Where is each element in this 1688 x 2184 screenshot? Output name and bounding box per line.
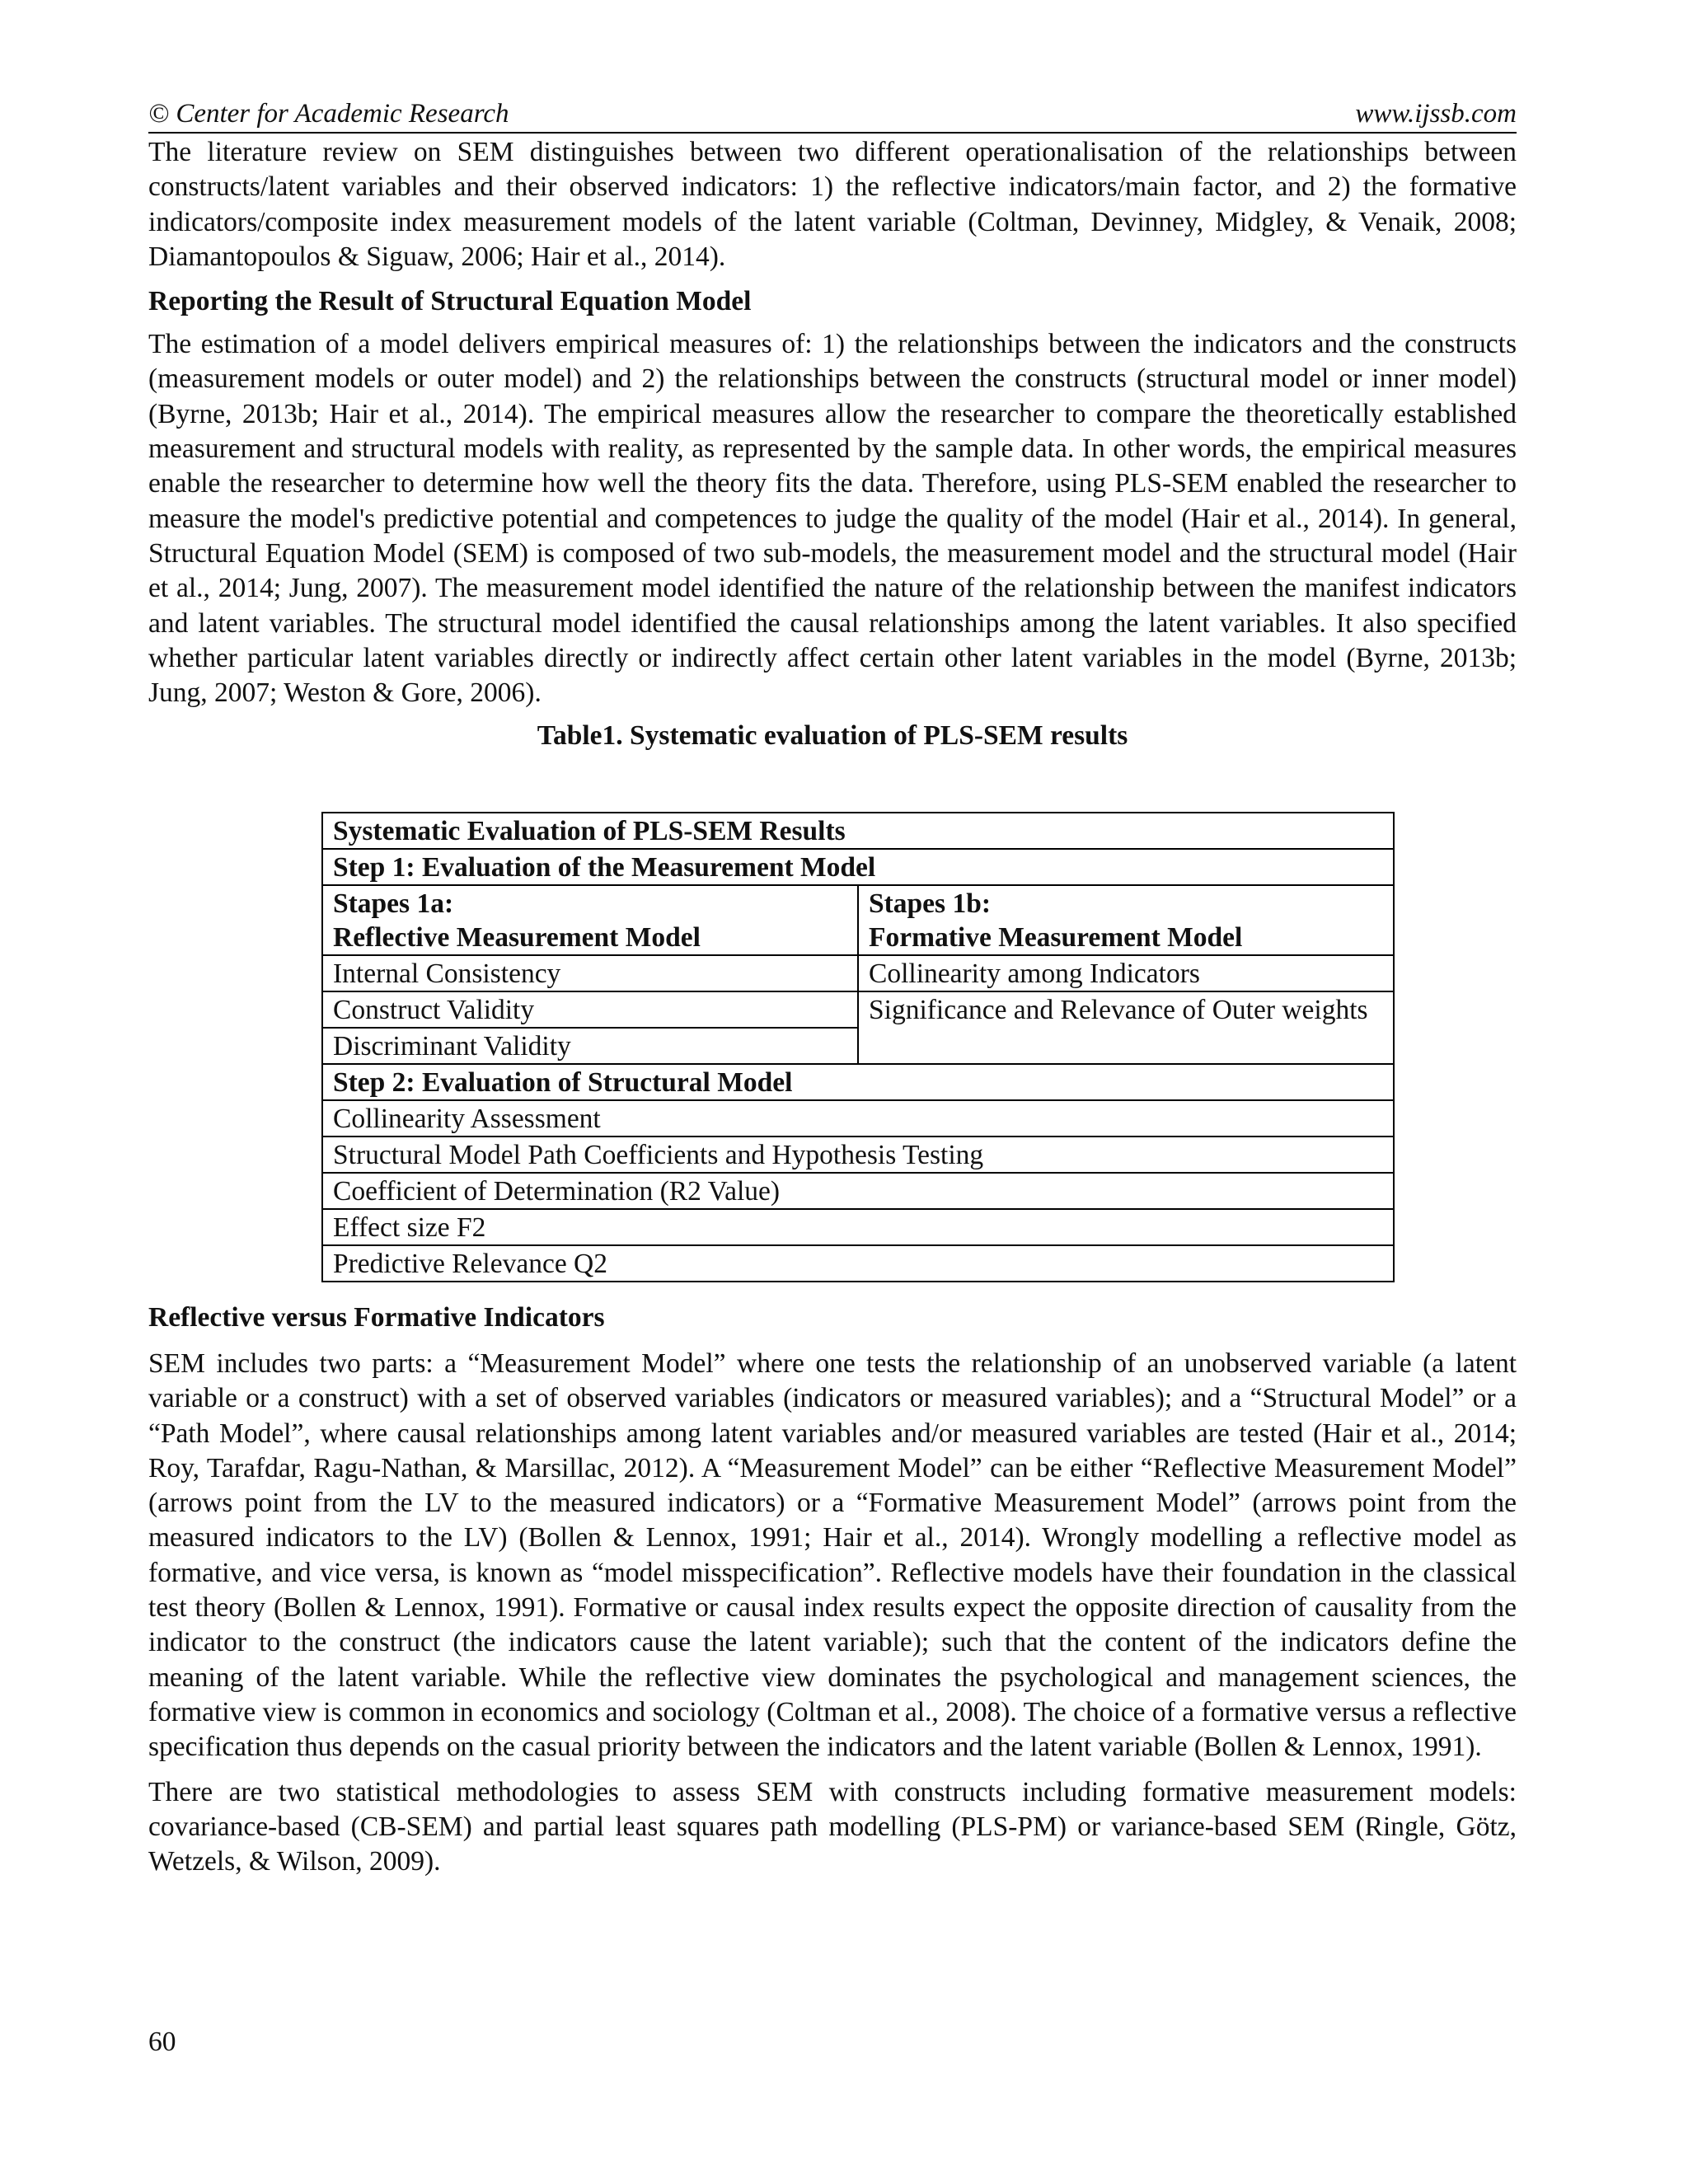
- reflective-formative-paragraph: SEM includes two parts: a “Measurement Model” where one tests the relationship of an unobserved variable (a latent variable or a construct) with a set of observed variables (indicators or measured variables); and a “Structural Model” or a “Path Model”, where causal relationships among latent variables and/or measured variables are tested (Hair et al., 2014; Roy, Tarafdar, Ragu-Nathan, & Marsillac, 2012). A “Measurement Model” can be either “Reflective Measurement Model” (arrows point from the LV to the measured indicators) or a “Formative Measurement Model” (arrows point from the measured indicators to the LV) (Bollen & Lennox, 1991; Hair et al., 2014). Wrongly modelling a reflective model as formative, and vice versa, is known as “model misspecification”. Reflective models have their foundation in the classical test theory (Bollen & Lennox, 1991). Formative or causal index results expect the opposite direction of causality from the indicator to the construct (the indicators cause the latent variable); such that the content of the indicators define the meaning of the latent variable. While the reflective view dominates the psychological and management sciences, the formative view is common in economics and sociology (Coltman et al., 2008). The choice of a formative versus a reflective specification thus depends on the casual priority between the indicators and the latent variable (Bollen & Lennox, 1991).: [148, 1348, 1517, 1763]
- table-row: [322, 885, 1394, 955]
- page-number: 60: [148, 2027, 176, 2057]
- header-website: www.ijssb.com: [1355, 99, 1517, 129]
- table-row: [322, 1209, 1394, 1245]
- step1-cell: Step 1: Evaluation of the Measurement Model: [322, 849, 1394, 885]
- header-publisher: © Center for Academic Research: [148, 99, 509, 129]
- table-row: [322, 1137, 1394, 1173]
- step1b-label: Stapes 1b:: [869, 888, 991, 919]
- table-row: [322, 1245, 1394, 1282]
- methodologies-paragraph: There are two statistical methodologies to assess SEM with constructs including formative measurement models: covariance-based (CB-SEM) and partial least squares path modelling (PLS-PM) or variance-based SEM (Ringle, Götz, Wetzels, & Wilson, 2009).: [148, 1776, 1517, 1877]
- page-content-lower: [148, 1301, 1517, 1879]
- step1b-header-cell: [858, 885, 1394, 955]
- page-content: [148, 97, 1517, 753]
- section-heading-reporting: Reporting the Result of Structural Equation Model: [148, 286, 752, 317]
- table-row: [322, 1100, 1394, 1137]
- reporting-paragraph: The estimation of a model delivers empirical measures of: 1) the relationships between the indicators and the constructs (measurement models or outer model) and 2) the relationships between the constructs (structural model or inner model) (Byrne, 2013b; Hair et al., 2014). The empirical measures allow the researcher to compare the theoretically established measurement and structural models with reality, as represented by the sample data. In other words, the empirical measures enable the researcher to determine how well the theory fits the data. Therefore, using PLS-SEM enabled the researcher to measure the model's predictive potential and competences to judge the quality of the model (Hair et al., 2014). In general, Structural Equation Model (SEM) is composed of two sub-models, the measurement model and the structural model (Hair et al., 2014; Jung, 2007). The measurement model identified the nature of the relationship between the manifest indicators and latent variables. The structural model identified the causal relationships among the latent variables. It also specified whether particular latent variables directly or indirectly affect certain other latent variables in the model (Byrne, 2013b; Jung, 2007; Weston & Gore, 2006).: [148, 329, 1517, 709]
- reflective-item-cell: Construct Validity: [322, 991, 858, 1028]
- table-row: [322, 991, 1394, 1028]
- evaluation-table: [321, 812, 1395, 1282]
- step2-item-cell: Effect size F2: [322, 1209, 1394, 1245]
- table-caption: Table1. Systematic evaluation of PLS-SEM results: [537, 720, 1128, 752]
- formative-item-cell: Collinearity among Indicators: [858, 955, 1394, 991]
- table-row: [322, 849, 1394, 885]
- step2-item-cell: Collinearity Assessment: [322, 1100, 1394, 1137]
- running-header: [148, 97, 1517, 134]
- reflective-item-cell: Internal Consistency: [322, 955, 858, 991]
- step2-item-cell: Coefficient of Determination (R2 Value): [322, 1173, 1394, 1209]
- table-row: [322, 1064, 1394, 1100]
- table-row: [322, 813, 1394, 849]
- step2-cell: Step 2: Evaluation of Structural Model: [322, 1064, 1394, 1100]
- table-row: [322, 1173, 1394, 1209]
- step1a-header-cell: [322, 885, 858, 955]
- step1b-title: Formative Measurement Model: [869, 922, 1243, 953]
- table-row: [322, 955, 1394, 991]
- table-title-cell: Systematic Evaluation of PLS-SEM Results: [322, 813, 1394, 849]
- step2-item-cell: Predictive Relevance Q2: [322, 1245, 1394, 1282]
- intro-paragraph: The literature review on SEM distinguishes between two different operationalisation of the relationships between constructs/latent variables and their observed indicators: 1) the reflective indicators/main factor, and 2) the formative indicators/composite index measurement models of the latent variable (Coltman, Devinney, Midgley, & Venaik, 2008; Diamantopoulos & Siguaw, 2006; Hair et al., 2014).: [148, 137, 1517, 272]
- section-heading-reflective-formative: Reflective versus Formative Indicators: [148, 1302, 605, 1333]
- step1a-label: Stapes 1a:: [333, 888, 454, 919]
- reflective-item-cell: Discriminant Validity: [322, 1028, 858, 1064]
- step2-item-cell: Structural Model Path Coefficients and Hypothesis Testing: [322, 1137, 1394, 1173]
- formative-item-cell: Significance and Relevance of Outer weights: [858, 991, 1394, 1064]
- step1a-title: Reflective Measurement Model: [333, 922, 701, 953]
